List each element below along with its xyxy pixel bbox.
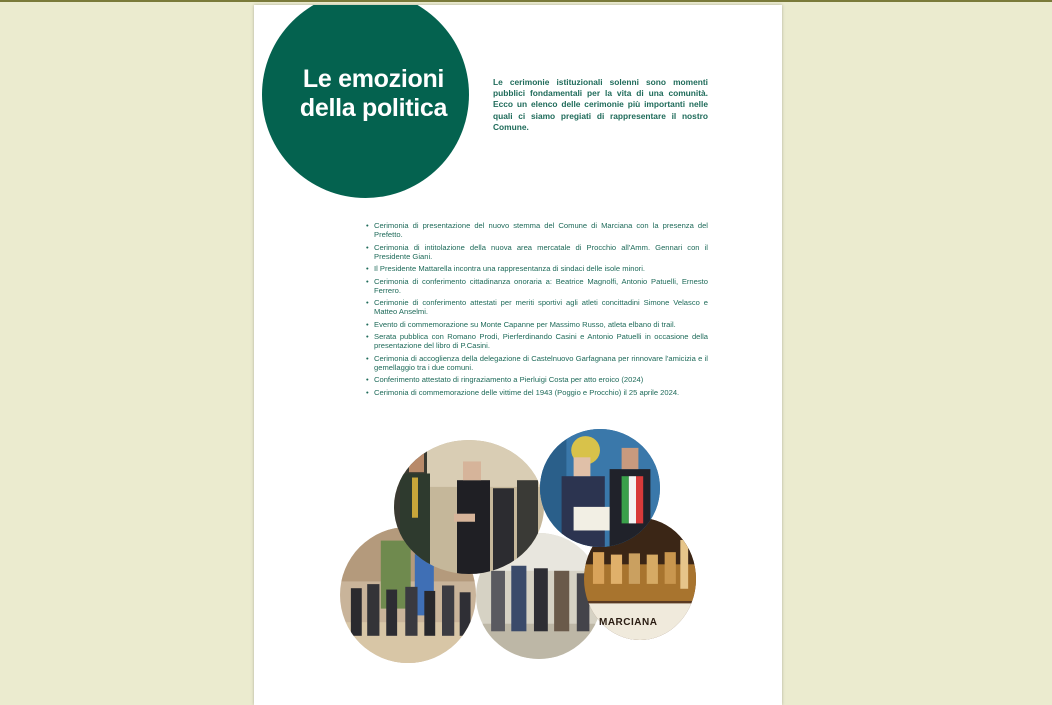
list-item: • Serata pubblica con Romano Prodi, Pierferdinando Casini e Antonio Patuelli in occasione della presentazione del libro di P.Casini. <box>366 332 708 350</box>
list-item: • Cerimonia di accoglienza della delegazione di Castelnuovo Garfagnana per rinnovare l'amicizia e il gemellaggio tra i due comuni. <box>366 354 708 372</box>
list-item: • Il Presidente Mattarella incontra una rappresentanza di sindaci delle isole minori. <box>366 264 708 273</box>
list-item: • Evento di commemorazione su Monte Capanne per Massimo Russo, atleta elbano di trail. <box>366 320 708 329</box>
list-item: • Cerimonie di conferimento attestati per meriti sportivi agli atleti concittadini Simone Velasco e Matteo Anselmi. <box>366 298 708 316</box>
photo-certificate <box>540 429 660 547</box>
page-title <box>262 65 485 123</box>
document-page <box>254 5 782 705</box>
list-item: • Conferimento attestato di ringraziamento a Pierluigi Costa per atto eroico (2024) <box>366 375 708 384</box>
list-item: • Cerimonia di intitolazione della nuova area mercatale di Procchio all'Amm. Gennari con il Presidente Giani. <box>366 243 708 261</box>
list-item: • Cerimonia di commemorazione delle vittime del 1943 (Poggio e Procchio) il 25 aprile 2024. <box>366 388 708 397</box>
stage-banner-text: MARCIANA <box>599 617 658 628</box>
intro-paragraph: Le cerimonie istituzionali solenni sono momenti pubblici fondamentali per la vita di una comunità. Ecco un elenco delle cerimonie più importanti nelle quali ci siamo pregiati di rappresentare il nostro Comune. <box>493 77 708 132</box>
title-line-1: Le emozioni <box>302 65 445 93</box>
top-border <box>0 0 1052 2</box>
title-line-2: della politica <box>299 94 448 122</box>
list-item: • Cerimonia di presentazione del nuovo stemma del Comune di Marciana con la presenza del Prefetto. <box>366 221 708 239</box>
ceremony-list <box>366 221 708 400</box>
list-item: • Cerimonia di conferimento cittadinanza onoraria a: Beatrice Magnolfi, Antonio Patuelli, Ernesto Ferrero. <box>366 277 708 295</box>
photo-handshake <box>394 440 544 574</box>
